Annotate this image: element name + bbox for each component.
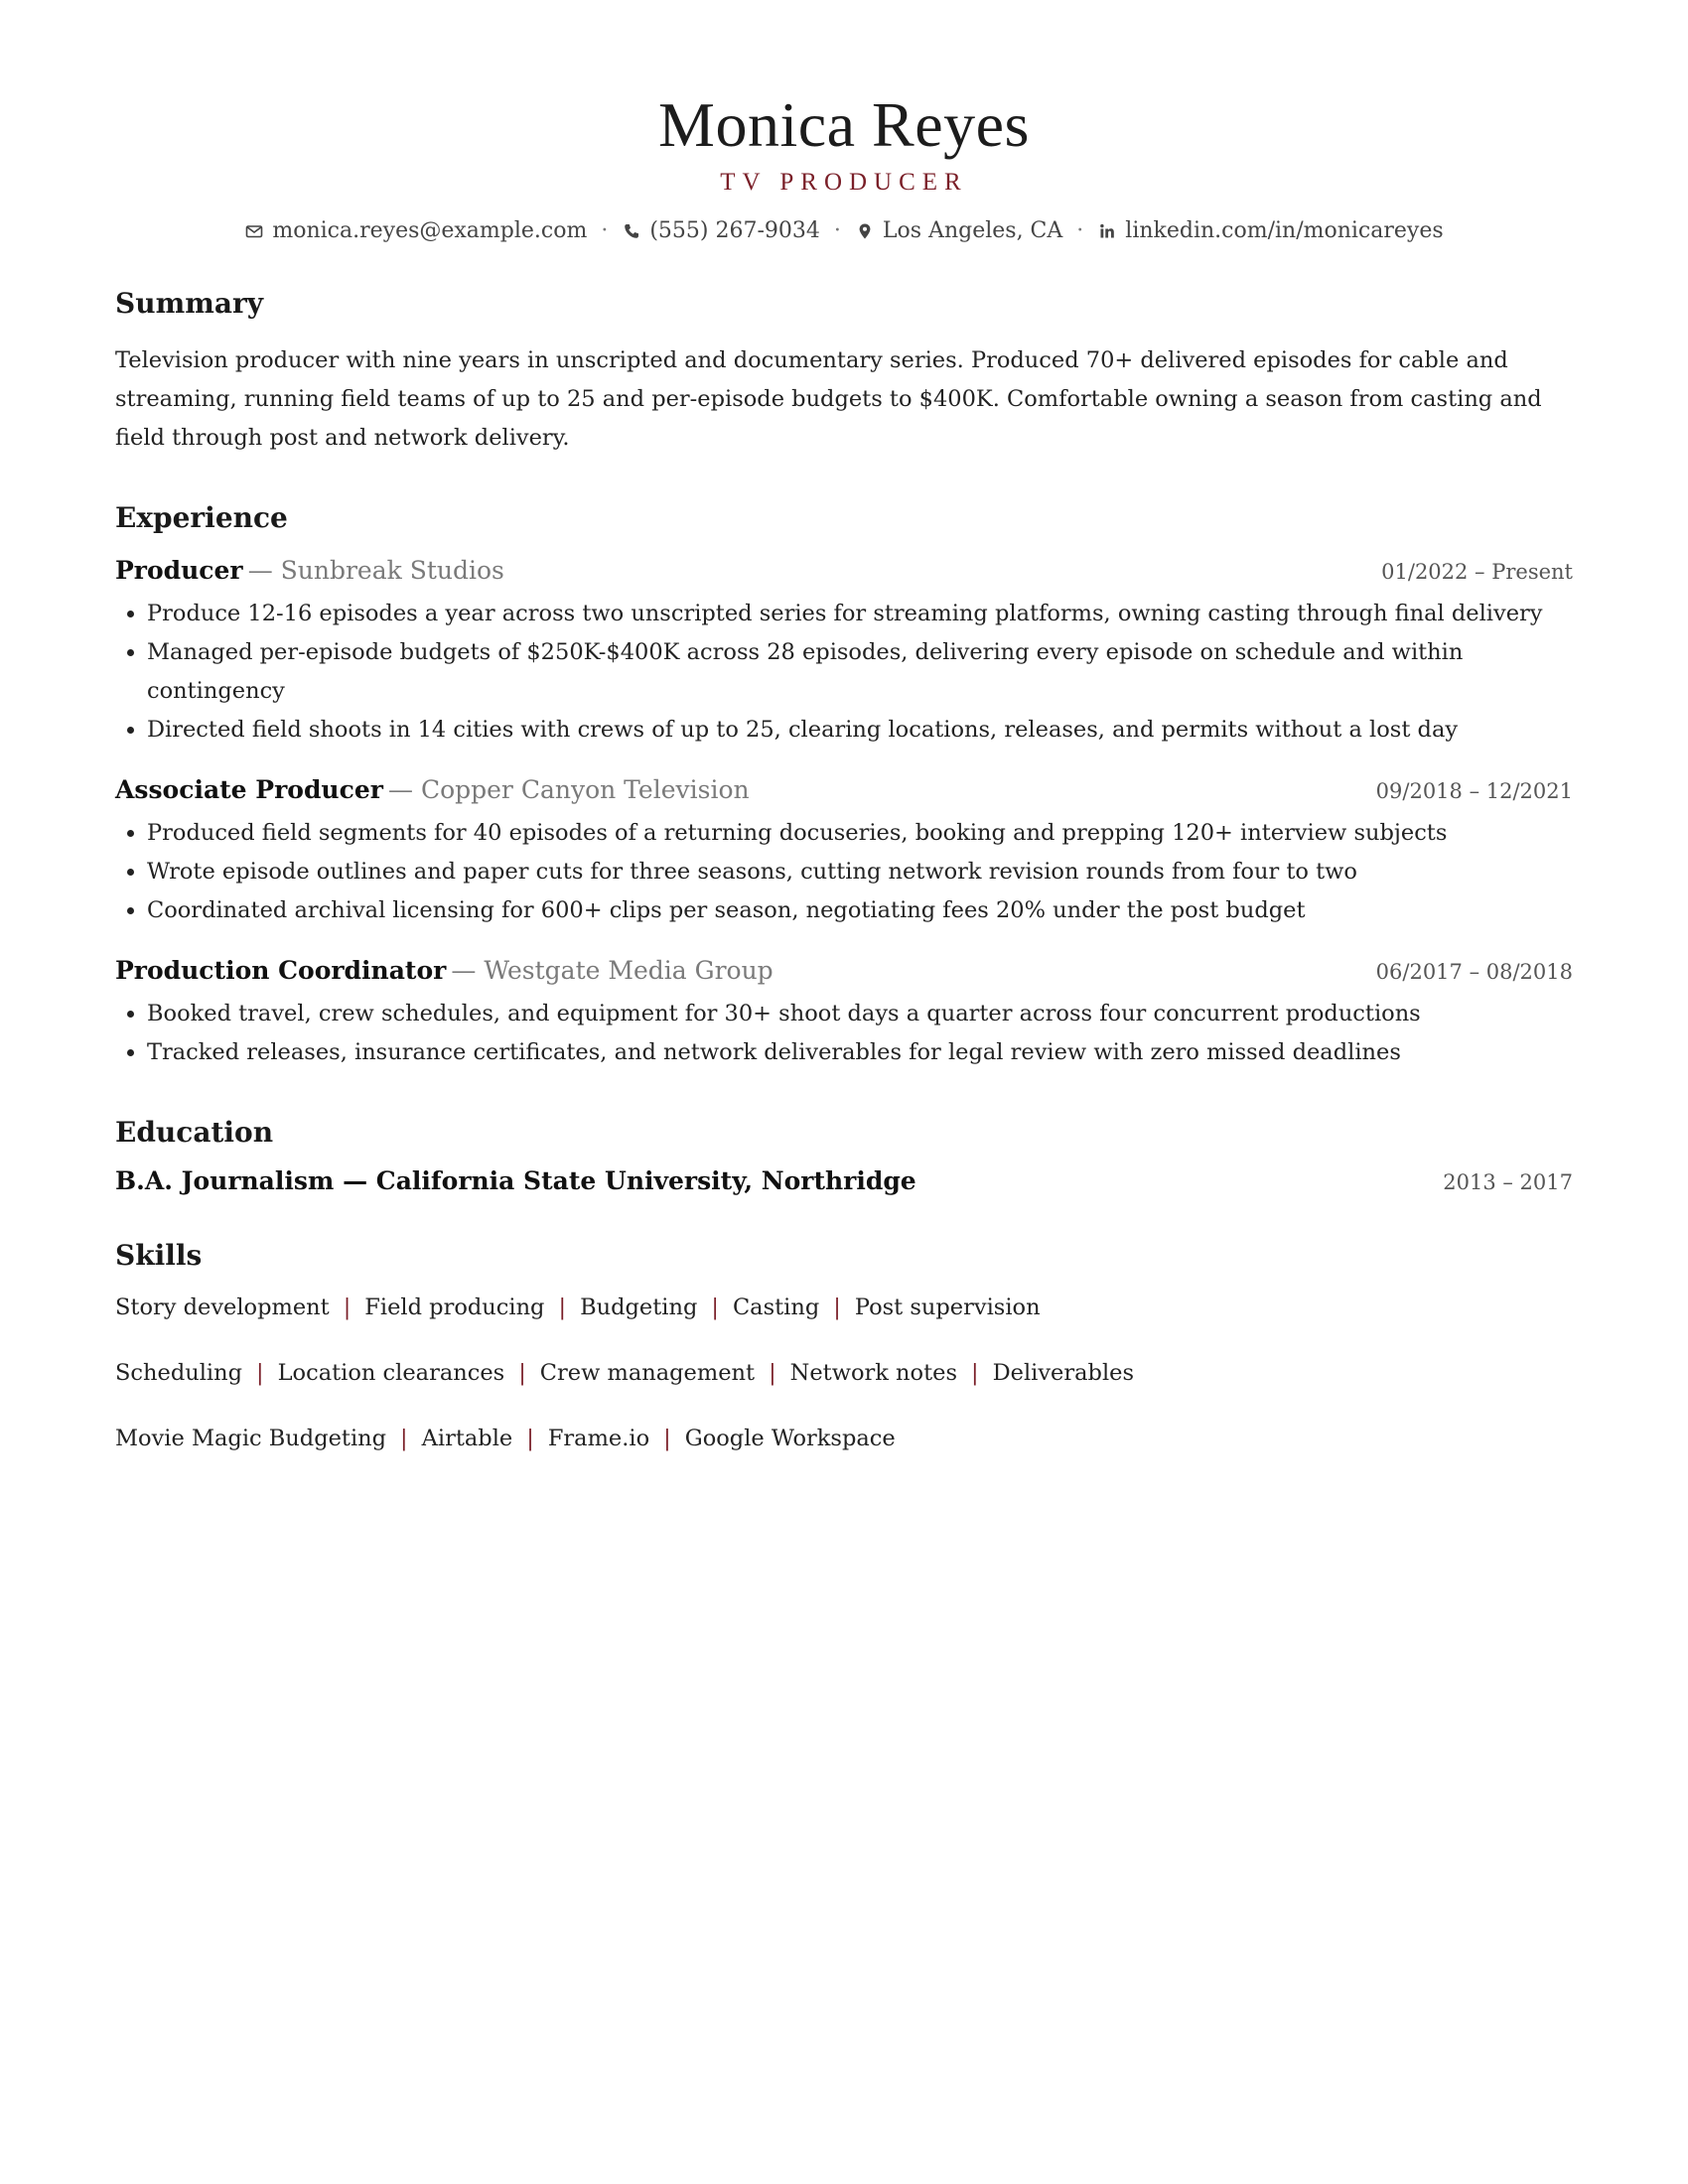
skill-item: Deliverables [992, 1360, 1134, 1386]
job-bullet: • Managed per-episode budgets of $250K-$400K across 28 episodes, delivering every episode on schedule and within contingency [147, 633, 1573, 711]
education-heading: Education [115, 1116, 274, 1149]
phone-icon [622, 221, 641, 241]
skill-separator: | [256, 1360, 264, 1386]
job-bullets [115, 595, 1573, 750]
resume-header [115, 87, 1573, 243]
contact-location [855, 218, 1062, 243]
summary-heading: Summary [115, 287, 263, 320]
contact-separator: · [601, 218, 609, 243]
skill-item: Scheduling [115, 1360, 243, 1386]
skill-item: Budgeting [580, 1295, 698, 1320]
skill-separator: | [769, 1360, 776, 1386]
contact-location-text: Los Angeles, CA [882, 218, 1063, 243]
job-company: — Sunbreak Studios [247, 556, 504, 585]
contact-email[interactable] [244, 218, 587, 243]
education-entry [115, 1166, 1573, 1195]
job-bullet: • Coordinated archival licensing for 600+ clips per season, negotiating fees 20% under the post budget [147, 891, 1573, 930]
job-bullet: • Wrote episode outlines and paper cuts for three seasons, cutting network revision rounds from four to two [147, 853, 1573, 891]
skill-item: Airtable [421, 1426, 513, 1451]
skill-item: Crew management [539, 1360, 756, 1386]
job-dates: 09/2018 – 12/2021 [1375, 779, 1573, 803]
experience-list [115, 556, 1573, 1072]
skill-row [115, 1351, 1573, 1395]
skill-item: Post supervision [854, 1295, 1041, 1320]
skill-separator: | [833, 1295, 841, 1320]
job-bullet: • Produced field segments for 40 episodes of a returning docuseries, booking and prepping 120+ interview subjects [147, 814, 1573, 853]
skill-row [115, 1417, 1573, 1460]
skill-separator: | [663, 1426, 671, 1451]
skills-list [115, 1286, 1573, 1460]
job-header [115, 956, 1573, 985]
skill-separator: | [343, 1295, 352, 1320]
skill-item: Movie Magic Budgeting [115, 1426, 387, 1451]
job-company: — Copper Canyon Television [388, 775, 750, 804]
skill-item: Frame.io [547, 1426, 650, 1451]
skill-item: Story development [115, 1295, 330, 1320]
contact-separator: · [833, 218, 841, 243]
skill-separator: | [971, 1360, 979, 1386]
mail-icon [244, 221, 264, 241]
contact-phone[interactable] [622, 218, 820, 243]
linkedin-icon [1097, 221, 1117, 241]
job-company: — Westgate Media Group [451, 956, 774, 985]
education-dates: 2013 – 2017 [1443, 1170, 1573, 1194]
location-pin-icon [855, 221, 875, 241]
skill-item: Casting [732, 1295, 820, 1320]
skill-item: Location clearances [277, 1360, 505, 1386]
skill-separator: | [558, 1295, 567, 1320]
job-title: TV PRODUCER [720, 169, 968, 196]
skill-item: Network notes [789, 1360, 957, 1386]
job-bullets [115, 995, 1573, 1072]
job-header [115, 775, 1573, 804]
job-bullets [115, 814, 1573, 930]
job-entry [115, 956, 1573, 1072]
job-bullet: • Tracked releases, insurance certificates, and network deliverables for legal review with zero missed deadlines [147, 1033, 1573, 1072]
candidate-name: Monica Reyes [658, 89, 1030, 160]
job-bullet: • Produce 12-16 episodes a year across two unscripted series for streaming platforms, owning casting through final delivery [147, 595, 1573, 633]
job-role: Production Coordinator [115, 956, 447, 985]
contact-line [115, 218, 1573, 243]
job-entry [115, 775, 1573, 930]
contact-linkedin[interactable] [1097, 218, 1443, 243]
contact-linkedin-text: linkedin.com/in/monicareyes [1125, 218, 1444, 243]
job-dates: 06/2017 – 08/2018 [1375, 960, 1573, 984]
skill-separator: | [526, 1426, 534, 1451]
job-entry [115, 556, 1573, 750]
contact-separator: · [1076, 218, 1084, 243]
experience-heading: Experience [115, 501, 288, 534]
education-degree: B.A. Journalism — California State University, Northridge [115, 1166, 916, 1195]
summary-text: Television producer with nine years in unscripted and documentary series. Produced 70+ delivered episodes for cable and streaming, running field teams of up to 25 and per-episode budgets to $400K. Comfortable owning a season from casting and field through post and network delivery. [115, 347, 1542, 451]
contact-phone-text: (555) 267-9034 [649, 218, 820, 243]
job-role: Associate Producer [115, 775, 383, 804]
job-role: Producer [115, 556, 243, 585]
skill-separator: | [711, 1295, 719, 1320]
contact-email-text: monica.reyes@example.com [272, 218, 588, 243]
skill-item: Google Workspace [684, 1426, 896, 1451]
skill-item: Field producing [364, 1295, 545, 1320]
skill-separator: | [400, 1426, 408, 1451]
job-dates: 01/2022 – Present [1381, 560, 1573, 584]
skill-row [115, 1286, 1573, 1329]
job-header [115, 556, 1573, 585]
skills-heading: Skills [115, 1239, 203, 1272]
job-bullet: • Directed field shoots in 14 cities with crews of up to 25, clearing locations, releases, and permits without a lost day [147, 711, 1573, 750]
job-bullet: • Booked travel, crew schedules, and equipment for 30+ shoot days a quarter across four concurrent productions [147, 995, 1573, 1033]
skill-separator: | [518, 1360, 526, 1386]
